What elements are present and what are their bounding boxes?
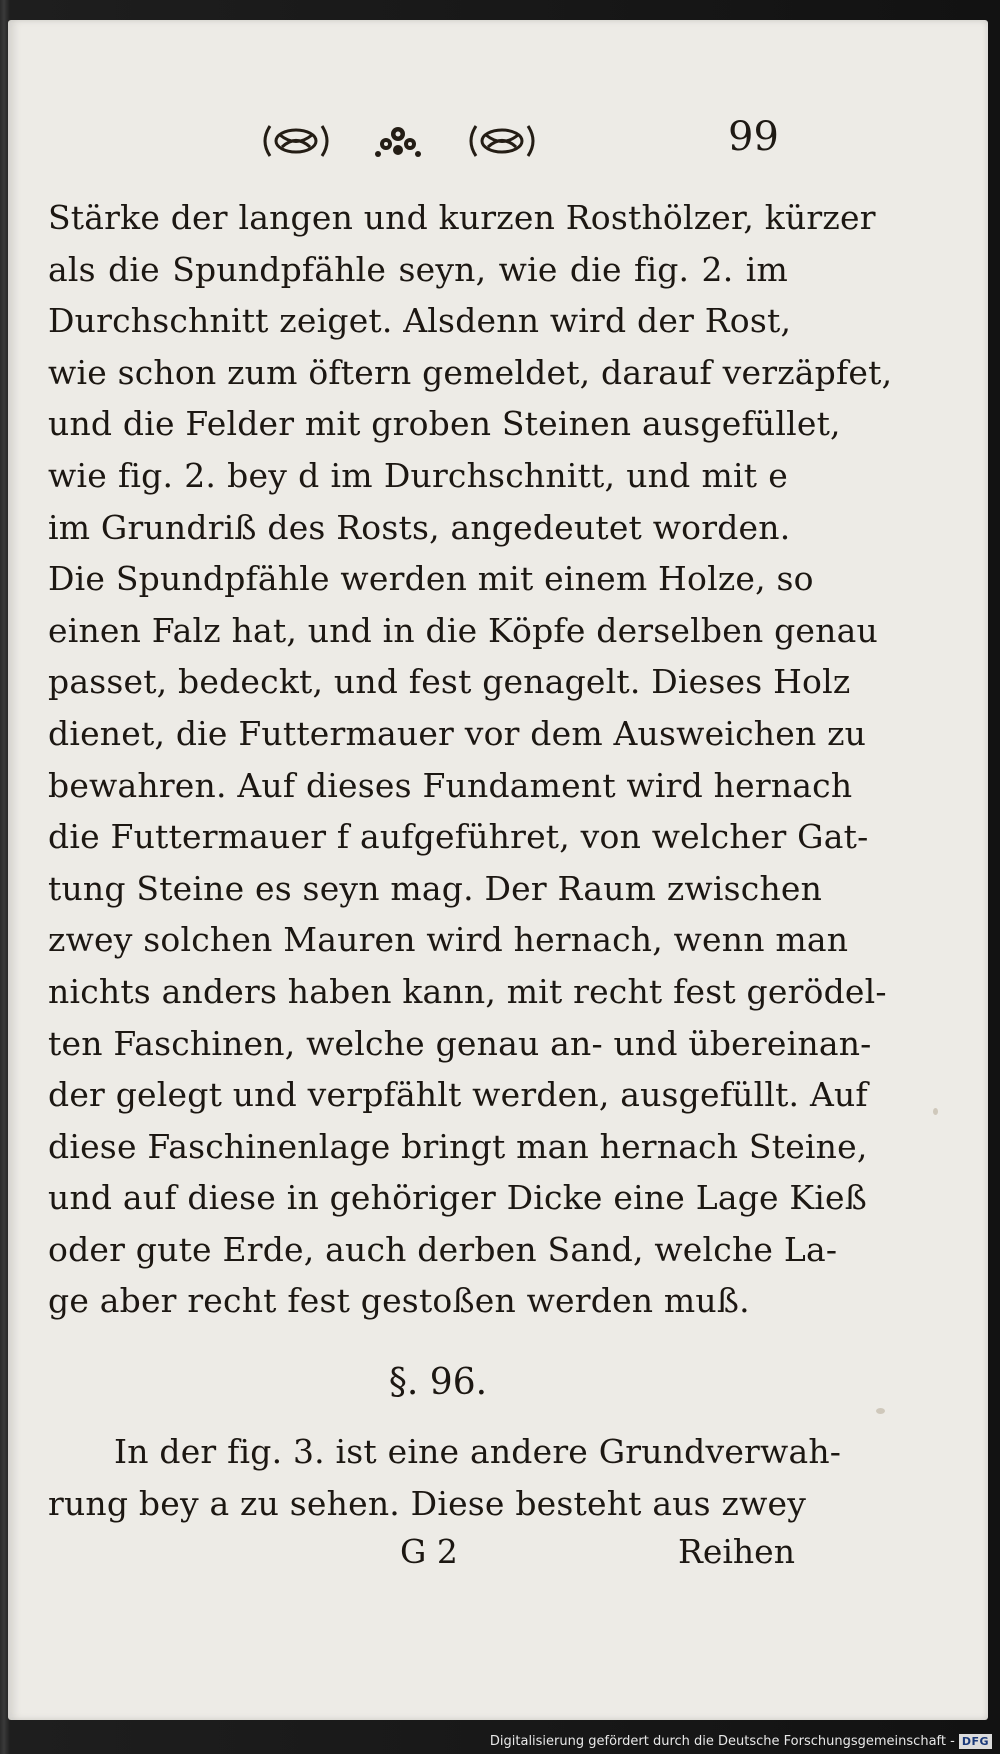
floral-header-ornament-icon — [258, 118, 568, 164]
section-text — [48, 1426, 842, 1529]
text-line: nichts anders haben kann, mit recht fest gerödel- — [48, 971, 887, 1011]
text-line: wie fig. 2. bey d im Durchschnitt, und mit e — [48, 455, 788, 495]
text-line: diese Faschinenlage bringt man hernach Steine, — [48, 1126, 868, 1166]
text-line: wie schon zum öftern gemeldet, darauf verzäpfet, — [48, 352, 893, 392]
book-page — [8, 20, 988, 1720]
text-line: dienet, die Futtermauer vor dem Ausweichen zu — [48, 713, 867, 753]
text-line: passet, bedeckt, und fest genagelt. Dieses Holz — [48, 662, 851, 702]
text-line: ge aber recht fest gestoßen werden muß. — [48, 1281, 750, 1321]
text-line: der gelegt und verpfählt werden, ausgefüllt. Auf — [48, 1075, 868, 1115]
text-line: In der fig. 3. ist eine andere Grundverwah- — [114, 1432, 842, 1471]
body-text — [48, 192, 893, 1327]
text-line: einen Falz hat, und in die Köpfe derselben genau — [48, 610, 878, 650]
signature-mark: G 2 — [400, 1532, 458, 1571]
text-line: Stärke der langen und kurzen Rosthölzer, kürzer — [48, 198, 876, 237]
dfg-logo: DFG — [959, 1734, 992, 1749]
text-line: oder gute Erde, auch derben Sand, welche La- — [48, 1229, 838, 1269]
text-line: Durchschnitt zeiget. Alsdenn wird der Rost, — [48, 301, 792, 341]
text-line: Die Spundpfähle werden mit einem Holze, so — [48, 559, 814, 599]
section-heading: §. 96. — [388, 1362, 488, 1403]
text-line: tung Steine es seyn mag. Der Raum zwischen — [48, 868, 823, 908]
text-line: und auf diese in gehöriger Dicke eine Lage Kieß — [48, 1178, 868, 1218]
page-header — [8, 108, 988, 168]
text-line: bewahren. Auf dieses Fundament wird hernach — [48, 765, 853, 805]
paper-stain — [876, 1408, 885, 1414]
credit-text: Digitalisierung gefördert durch die Deutsche Forschungsgemeinschaft - — [489, 1733, 955, 1749]
page-footer — [8, 1532, 988, 1588]
digitization-credit — [490, 1730, 992, 1752]
text-line: die Futtermauer f aufgeführet, von welcher Gat- — [48, 817, 869, 857]
text-line: als die Spundpfähle seyn, wie die fig. 2. im — [48, 249, 788, 289]
catchword: Reihen — [678, 1532, 795, 1571]
text-line: im Grundriß des Rosts, angedeutet worden. — [48, 507, 791, 547]
text-line: ten Faschinen, welche genau an- und übereinan- — [48, 1023, 872, 1063]
text-line: und die Felder mit groben Steinen ausgefüllet, — [48, 404, 841, 444]
page-number: 99 — [728, 114, 779, 160]
text-line: rung bey a zu sehen. Diese besteht aus zwey — [48, 1483, 807, 1523]
text-line: zwey solchen Mauren wird hernach, wenn man — [48, 920, 849, 960]
paper-stain — [933, 1108, 938, 1115]
